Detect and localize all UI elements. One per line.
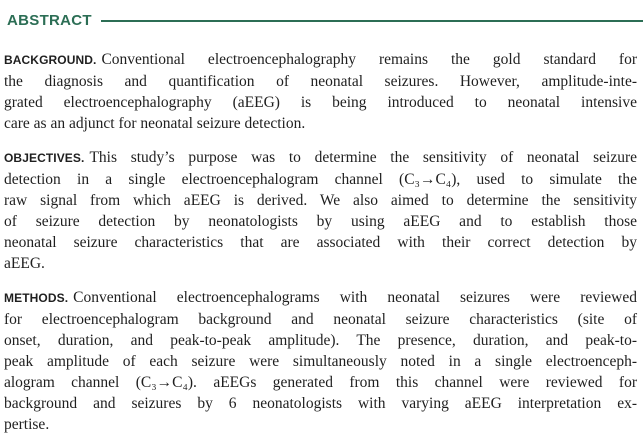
text-line: detection in a single electroencephalogram channel (C₃→C₄), used to simulate the xyxy=(4,171,637,188)
text-line-content: Conventional electroencephalography remains the gold standard for xyxy=(101,51,637,68)
text-line: for electroencephalogram background and neonatal seizure characteristics (site of xyxy=(4,311,637,328)
text-line: onset, duration, and peak-to-peak amplitude). The presence, duration, and peak-to- xyxy=(4,332,637,349)
text-line: background and seizures by 6 neonatologists with varying aEEG interpretation ex- xyxy=(4,395,637,412)
abstract-body xyxy=(0,49,643,435)
text-line xyxy=(4,147,637,169)
text-line-content: This study’s purpose was to determine the sensitivity of neonatal seizure xyxy=(89,149,637,166)
text-line: pertise. xyxy=(4,416,50,433)
section-methods xyxy=(4,287,637,435)
text-line: care as an adjunct for neonatal seizure detection. xyxy=(4,115,306,132)
text-line: grated electroencephalography (aEEG) is being introduced to neonatal intensive xyxy=(4,94,637,111)
text-line-content: Conventional electroencephalograms with neonatal seizures were reviewed xyxy=(73,289,637,306)
section-label-background: BACKGROUND. xyxy=(4,53,97,67)
section-background xyxy=(4,49,637,134)
text-line: the diagnosis and quantification of neonatal seizures. However, amplitude-inte- xyxy=(4,73,637,90)
text-line xyxy=(4,49,637,71)
abstract-header xyxy=(0,12,643,29)
text-line: aEEG. xyxy=(4,255,45,272)
section-objectives xyxy=(4,147,637,274)
text-line: raw signal from which aEEG is derived. We also aimed to determine the sensitivity xyxy=(4,192,637,209)
text-line: alogram channel (C₃→C₄). aEEGs generated from this channel were reviewed for xyxy=(4,374,637,391)
heading-rule xyxy=(101,20,643,22)
text-line: peak amplitude of each seizure were simultaneously noted in a single electroenceph- xyxy=(4,353,637,370)
text-line xyxy=(4,287,637,309)
section-label-objectives: OBJECTIVES. xyxy=(4,151,85,165)
text-line: neonatal seizure characteristics that are associated with their correct detection by xyxy=(4,234,637,251)
section-label-methods: METHODS. xyxy=(4,291,69,305)
abstract-heading: ABSTRACT xyxy=(7,12,92,29)
text-line: of seizure detection by neonatologists by using aEEG and to establish those xyxy=(4,213,637,230)
